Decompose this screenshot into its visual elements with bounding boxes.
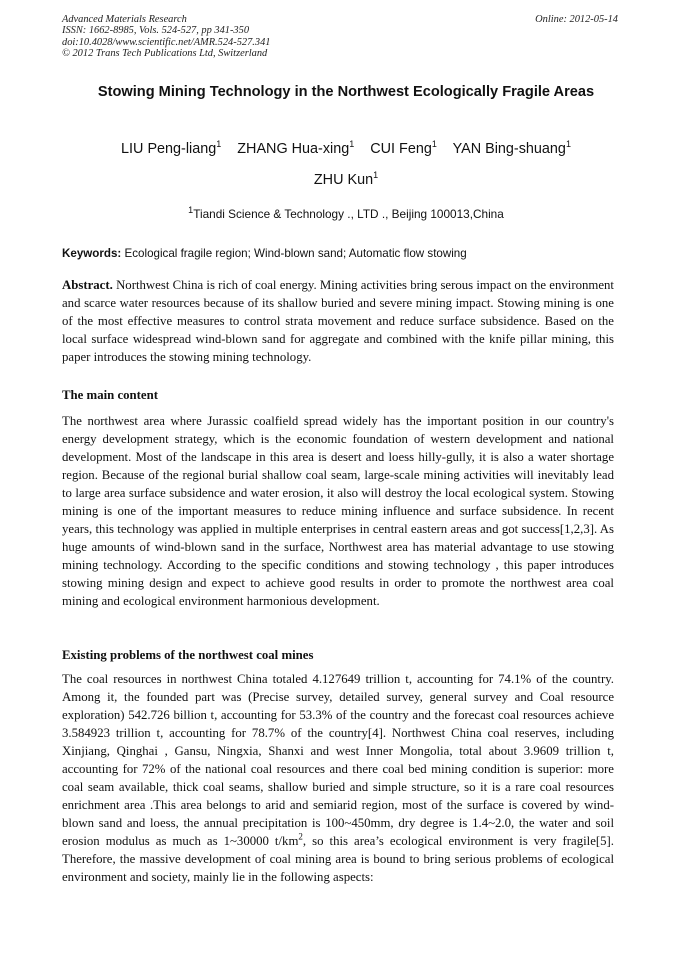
author: [237, 141, 354, 157]
keywords: [62, 246, 630, 262]
author: [314, 172, 378, 188]
section-heading: The main content: [62, 388, 158, 402]
journal-header: [62, 14, 618, 60]
online-date: Online: 2012-05-14: [535, 14, 618, 25]
affiliation-mark: 1: [188, 205, 194, 216]
section-body: The northwest area where Jurassic coalfield spread widely has the important position in our country's energy development strategy, which is the economic foundation of western development and national development. Most of the landscape in this area is desert and loess hilly-gully, it is also a water shortage region. Because of the regional burial shallow coal seam, large-scale mining activities will inevitably lead to large area surface subsidence and water erosion, it also will destroy the local ecological system. Stowing mining is one of the important measures to reduce mining influence and surface subsidence. In recent years, this technology was applied in multiple enterprises in central eastern areas and got success[1,2,3]. As huge amounts of wind-blown sand in the surface, Northwest area has material advantage to use stowing mining technology. According to the specific conditions and stowing technology , this paper introduces stowing mining design and expect to achieve good results in order to promote the northwest area coal mining and ecological environment harmonious development.: [62, 414, 614, 608]
copyright-line: © 2012 Trans Tech Publications Ltd, Switzerland: [62, 48, 268, 60]
author: [121, 141, 221, 157]
author: [370, 141, 437, 157]
author-affil-mark: 1: [349, 139, 355, 150]
affiliation: [62, 206, 630, 222]
paper-title: Stowing Mining Technology in the Northwest Ecologically Fragile Areas: [97, 84, 595, 100]
author-name: LIU Peng-liang: [121, 141, 217, 157]
abstract-label: Abstract.: [62, 278, 113, 292]
author-name: CUI Feng: [370, 141, 432, 157]
author-affil-mark: 1: [373, 170, 379, 181]
author-name: ZHANG Hua-xing: [237, 141, 350, 157]
author: [453, 141, 571, 157]
unit-exponent: 2: [298, 831, 303, 842]
section-body-text-cont: , so this area’s ecological environment is very fragile[5]. Therefore, the massive development of coal mining area is bound to bring serious problems of ecological environment and society, mainly lie in the following aspects:: [62, 834, 615, 884]
abstract: [62, 276, 614, 366]
author-list: [62, 134, 630, 196]
author-affil-mark: 1: [431, 139, 437, 150]
keywords-label: Keywords:: [62, 247, 122, 260]
author-affil-mark: 1: [565, 139, 571, 150]
section-heading: Existing problems of the northwest coal mines: [62, 648, 314, 662]
keywords-text: Ecological fragile region; Wind-blown sand; Automatic flow stowing: [124, 247, 467, 260]
abstract-text: Northwest China is rich of coal energy. Mining activities bring serous impact on the environment and scarce water resources because of its shallow buried and severe mining impact. Stowing mining is one of the most effective measures to control strata movement and reduce surface subsidence. Based on the local surface widespread wind-blown sand for aggregate and combined with the knife pillar mining, this paper introduces the stowing mining technology.: [62, 278, 614, 364]
author-affil-mark: 1: [216, 139, 222, 150]
journal-name: Advanced Materials Research: [62, 14, 187, 25]
author-name: YAN Bing-shuang: [452, 141, 566, 157]
author-name: ZHU Kun: [313, 172, 374, 188]
doi-line: doi:10.4028/www.scientific.net/AMR.524-527.341: [62, 36, 271, 48]
section-body: [62, 670, 614, 886]
section-body-text: The coal resources in northwest China totaled 4.127649 trillion t, accounting for 74.1% of the country. Among it, the founded part was (Precise survey, detailed survey, general survey and Coal resource exploration) 542.726 billion t, accounting for 53.3% of the country and the forecast coal resources achieve 3.584923 trillion t, accounting for 78.7% of the country[4]. Northwest China coal reserves, including Xinjiang, Qinghai , Gansu, Ningxia, Shanxi and west Inner Mongolia, total about 3.9609 trillion t, accounting for 72% of the national coal resources and there coal bed mining condition is superior: more coal seam available, thick coal seams, shallow buried and simple structure, so it is a rare coal resources enrichment area .This area belongs to arid and semiarid region, most of the surface is covered by wind-blown sand and loess, the annual precipitation is 100~450mm, dry degree is 1.4~2.0, the water and soil erosion modulus as much as 1~30000 t/km: [62, 672, 614, 848]
issn-line: ISSN: 1662-8985, Vols. 524-527, pp 341-350: [62, 25, 250, 37]
affiliation-text: Tiandi Science & Technology ., LTD ., Beijing 100013,China: [193, 207, 504, 221]
